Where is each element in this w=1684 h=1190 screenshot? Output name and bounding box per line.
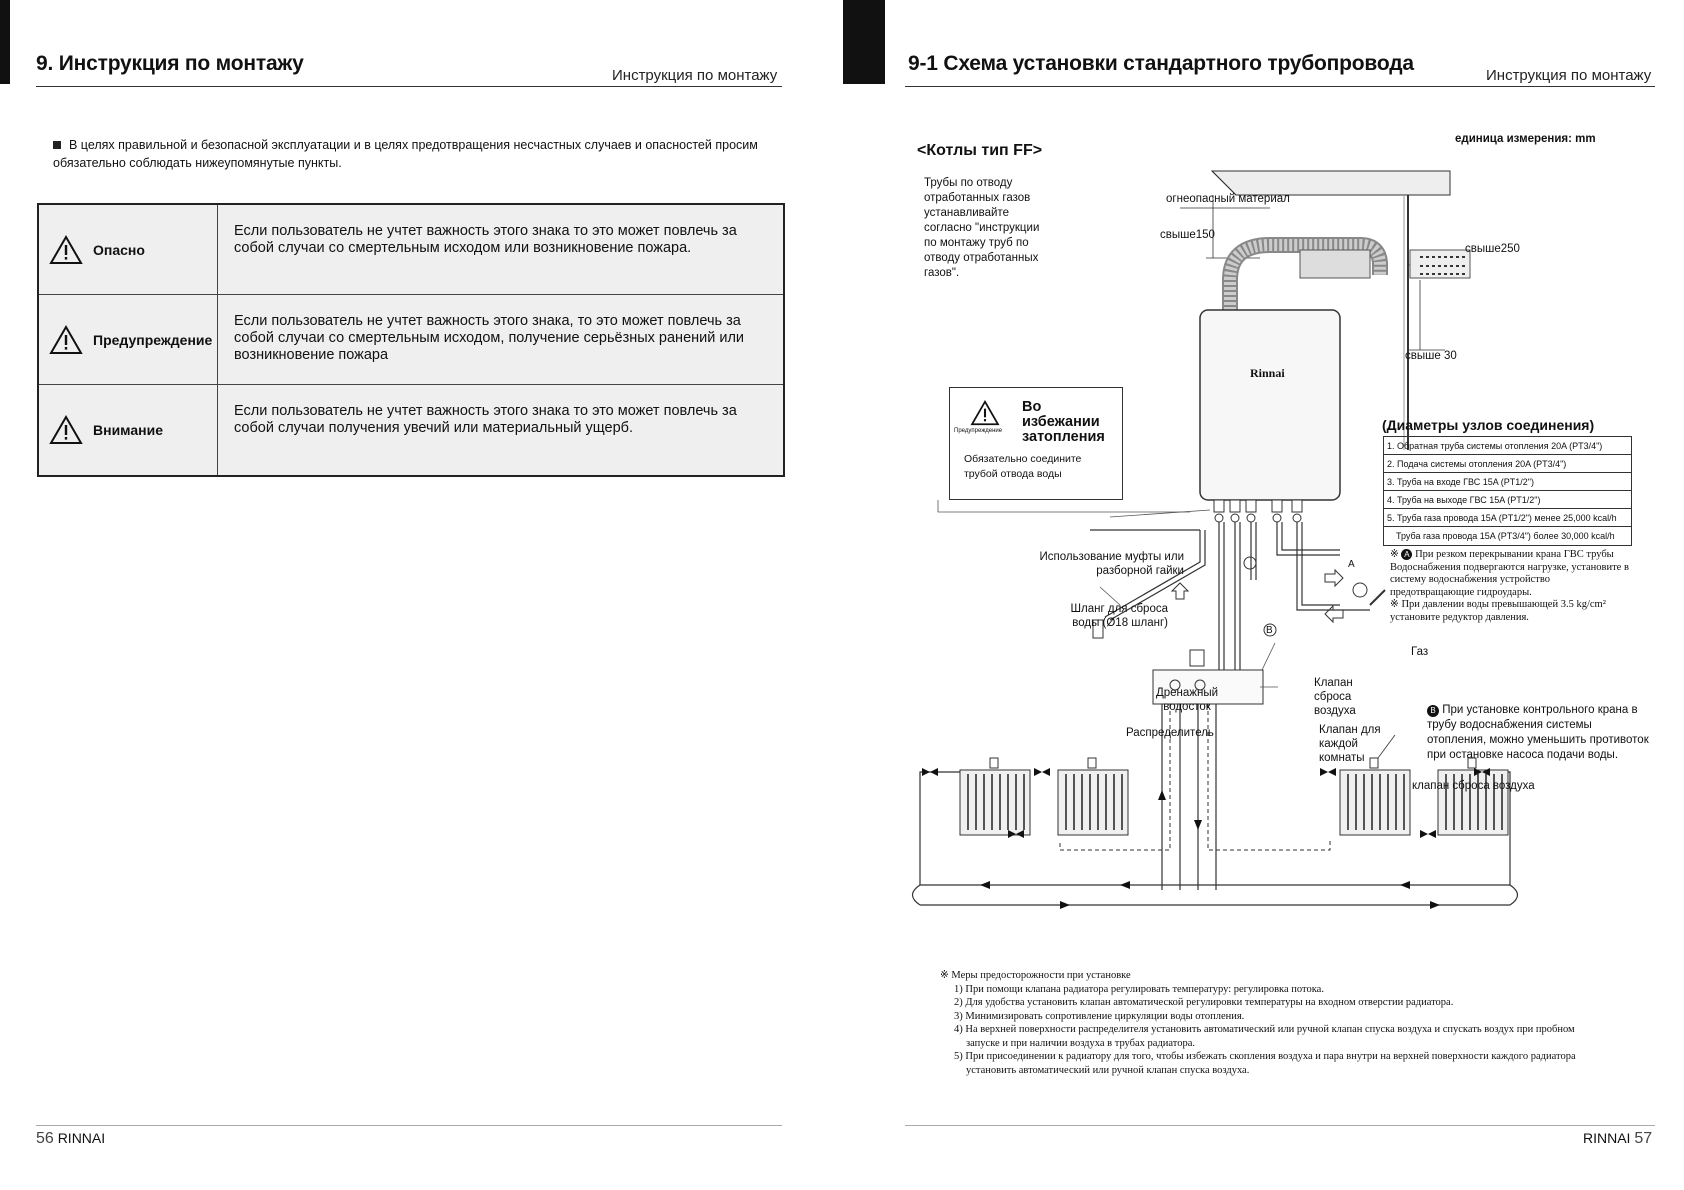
dim-above30: свыше 30 bbox=[1405, 350, 1457, 362]
section-header-left: Инструкция по монтажу bbox=[612, 67, 778, 84]
precautions-head: ※ Меры предосторожности при установке bbox=[940, 970, 1131, 981]
precaution-item: 2) Для удобства установить клапан автоматической регулировки температуры на входном отверстии радиатора. bbox=[954, 997, 1454, 1008]
flood-title: Во избежании затопления bbox=[1022, 399, 1105, 445]
coupling-label: Использование муфты или разборной гайки bbox=[1039, 551, 1184, 577]
warning-text: Если пользователь не учтет важность этого знака то это может повлечь за собой случаи со смертельным исходом или возникновение пожара. bbox=[234, 223, 737, 256]
precautions-list bbox=[940, 969, 1640, 1077]
note-b: B При установке контрольного крана в трубу водоснабжения системы отопления, можно уменьшить противоток при остановке насоса подачи воды. bbox=[1427, 704, 1649, 761]
warning-triangle-icon bbox=[49, 325, 83, 355]
diameter-row: 5. Труба газа провода 15A (PT1/2") менее 25,000 kcal/h bbox=[1384, 509, 1631, 527]
precaution-item: 1) При помощи клапана радиатора регулировать температуру: регулировка потока. bbox=[954, 983, 1324, 995]
diameter-row: 2. Подача системы отопления 20A (PT3/4") bbox=[1384, 455, 1631, 473]
footer-right bbox=[1583, 1130, 1652, 1148]
gas-label: Газ bbox=[1411, 646, 1429, 658]
footer-brand: RINNAI bbox=[1583, 1130, 1631, 1146]
warning-row-warning bbox=[39, 295, 783, 385]
intro-text: В целях правильной и безопасной эксплуатации и в целях предотвращения несчастных случаев и опасностей просим обязательно соблюдать нижеупомянутые пункты. bbox=[53, 138, 758, 170]
precaution-item: 3) Минимизировать сопротивление циркуляции воды отопления. bbox=[954, 1010, 1245, 1022]
diameter-row: Труба газа провода 15A (PT3/4") более 30,000 kcal/h bbox=[1396, 531, 1615, 541]
warning-table bbox=[37, 203, 785, 477]
bullet-icon bbox=[53, 141, 61, 149]
unit-label: единица измерения: mm bbox=[1455, 133, 1596, 145]
flood-small-label: Предупреждение bbox=[954, 428, 1003, 434]
warning-text: Если пользователь не учтет важность этого знака, то это может повлечь за собой случаи со смертельным исходом, получение серьёзных ранений или возникновение пожара bbox=[234, 313, 745, 363]
mark-b-label: B bbox=[1266, 625, 1273, 636]
page-tab-right bbox=[843, 0, 885, 84]
ff-boiler-text: Трубы по отводу отработанных газов устанавливайте согласно "инструкции по монтажу труб по отводу отработанных газов". bbox=[924, 177, 1040, 279]
precaution-item: 5) При присоединении к радиатору для того, чтобы избежать скопления воздуха и пара внутри на верхней поверхности каждого радиатора bbox=[954, 1051, 1576, 1062]
warning-row-danger bbox=[39, 205, 783, 295]
diameter-row: 4. Труба на выходе ГВС 15A (PT1/2") bbox=[1384, 491, 1631, 509]
air-release-label: клапан сброса воздуха bbox=[1412, 780, 1535, 792]
flood-text: Обязательно соедините трубой отвода воды bbox=[964, 453, 1082, 480]
header-rule-right bbox=[905, 86, 1655, 87]
note-a: ※ A При резком перекрывании крана ГВС трубы Водоснабжения подвергаются нагрузке, установите в систему водоснабжения устройство предотвращающие гидроудары. ※ При давлении воды превышающей 3.5 kg/cm² установите редуктор давления. bbox=[1390, 549, 1629, 623]
page-title-right: 9-1 Схема установки стандартного трубопровода bbox=[908, 52, 1414, 75]
section-header-right: Инструкция по монтажу bbox=[1486, 67, 1652, 84]
page-number: 56 bbox=[36, 1130, 54, 1147]
room-valve-label: Клапан для каждой комнаты bbox=[1319, 724, 1381, 764]
precaution-item: 4) На верхней поверхности распределителя установить автоматический или ручной клапан спуска воздуха и спускать воздух при пробном bbox=[954, 1024, 1575, 1035]
boiler-brand: Rinnai bbox=[1250, 366, 1285, 380]
warning-label: Предупреждение bbox=[93, 331, 213, 348]
precaution-item: запуске и при наличии воздуха в трубах радиатора. bbox=[966, 1037, 1196, 1049]
mark-a-icon: A bbox=[1401, 549, 1412, 560]
diameters-table bbox=[1383, 436, 1632, 546]
page-title-left: 9. Инструкция по монтажу bbox=[36, 52, 304, 75]
mark-b-icon: B bbox=[1427, 705, 1439, 717]
fire-material-label: огнеопасный материал bbox=[1166, 193, 1290, 205]
footer-rule-right bbox=[905, 1125, 1655, 1126]
air-valve-label: Клапан сброса воздуха bbox=[1314, 677, 1356, 717]
header-rule-left bbox=[36, 86, 782, 87]
warning-row-caution bbox=[39, 385, 783, 475]
diameter-row: 1. Обратная труба системы отопления 20A (PT3/4") bbox=[1384, 437, 1631, 455]
page-number: 57 bbox=[1634, 1130, 1653, 1147]
diameters-title: (Диаметры узлов соединения) bbox=[1382, 417, 1595, 433]
mark-a-label: A bbox=[1348, 559, 1355, 570]
dim-above150: свыше150 bbox=[1160, 229, 1215, 241]
flood-warning-box bbox=[949, 387, 1123, 500]
ff-boiler-title: <Котлы тип FF> bbox=[917, 142, 1043, 159]
hose-label: Шланг для сброса воды (Ø18 шланг) bbox=[1070, 603, 1168, 629]
warning-label: Внимание bbox=[93, 422, 163, 438]
precaution-item: установить автоматический или ручной клапан спуска воздуха. bbox=[966, 1064, 1250, 1076]
distributor-label: Распределитель bbox=[1126, 727, 1214, 739]
warning-triangle-icon bbox=[970, 400, 1000, 426]
warning-label: Опасно bbox=[93, 241, 145, 258]
footer-brand: RINNAI bbox=[57, 1130, 106, 1146]
footer-rule-left bbox=[36, 1125, 782, 1126]
diameter-row: 3. Труба на входе ГВС 15A (PT1/2") bbox=[1384, 473, 1631, 491]
drain-label: Дренажный водосток bbox=[1155, 687, 1219, 713]
warning-triangle-icon bbox=[49, 415, 83, 445]
footer-left bbox=[36, 1130, 105, 1148]
page-tab-left bbox=[0, 0, 10, 84]
intro-paragraph bbox=[53, 136, 773, 172]
warning-text: Если пользователь не учтет важность этого знака то это может повлечь за собой случаи получения увечий или материальный ущерб. bbox=[234, 403, 737, 436]
warning-triangle-icon bbox=[49, 235, 83, 265]
dim-above250: свыше250 bbox=[1465, 243, 1520, 255]
